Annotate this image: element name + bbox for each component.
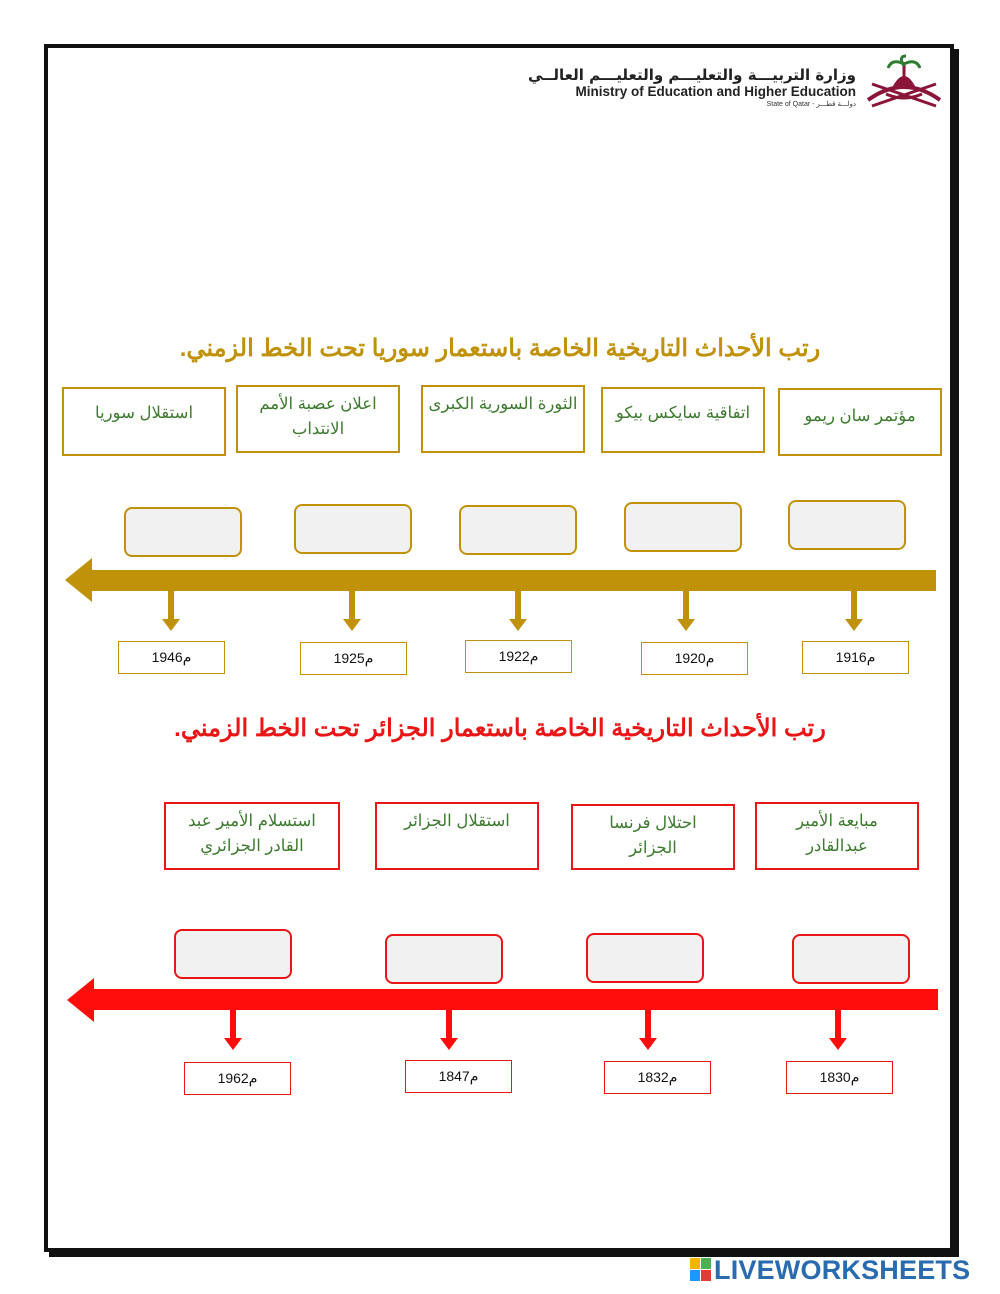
syria-year-label: 1946م: [118, 641, 225, 674]
syria-year-label: 1922م: [465, 640, 572, 673]
syria-timeline-arrow: [0, 555, 1000, 645]
syria-event-card[interactable]: اتفاقية سايكس بيكو: [601, 387, 765, 453]
algeria-year-label: 1832م: [604, 1061, 711, 1094]
algeria-event-card[interactable]: احتلال فرنسا الجزائر: [571, 804, 735, 870]
ministry-name-arabic: وزارة التربيـــة والتعليـــم والتعليـــم العالــي: [527, 66, 856, 84]
syria-drop-slot[interactable]: [124, 507, 242, 557]
ministry-name-english: Ministry of Education and Higher Education: [575, 84, 856, 99]
syria-drop-slot[interactable]: [459, 505, 577, 555]
syria-event-card[interactable]: اعلان عصبة الأمم الانتداب: [236, 385, 400, 453]
algeria-year-label: 1847م: [405, 1060, 512, 1093]
syria-event-card[interactable]: الثورة السورية الكبرى: [421, 385, 585, 453]
syria-event-card[interactable]: استقلال سوريا: [62, 387, 226, 456]
algeria-event-card[interactable]: استسلام الأمير عبد القادر الجزائري: [164, 802, 340, 870]
syria-drop-slot[interactable]: [624, 502, 742, 552]
algeria-drop-slot[interactable]: [174, 929, 292, 979]
syria-drop-slot[interactable]: [788, 500, 906, 550]
algeria-section-title: رتب الأحداث التاريخية الخاصة باستعمار الجزائر تحت الخط الزمني.: [174, 715, 826, 742]
state-label: State of Qatar - دولـــة قطـــر: [766, 101, 856, 108]
syria-year-label: 1925م: [300, 642, 407, 675]
liveworksheets-logo-icon: [690, 1258, 712, 1282]
syria-event-card[interactable]: مؤتمر سان ريمو: [778, 388, 942, 456]
watermark-text: LIVEWORKSHEETS: [714, 1255, 971, 1285]
algeria-event-card[interactable]: مبايعة الأمير عبدالقادر: [755, 802, 919, 870]
syria-year-label: 1916م: [802, 641, 909, 674]
algeria-timeline-arrow: [0, 975, 1000, 1065]
algeria-event-card[interactable]: استقلال الجزائر: [375, 802, 539, 870]
syria-drop-slot[interactable]: [294, 504, 412, 554]
algeria-year-label: 1962م: [184, 1062, 291, 1095]
algeria-year-label: 1830م: [786, 1061, 893, 1094]
syria-year-label: 1920م: [641, 642, 748, 675]
qatar-emblem-icon: [862, 54, 946, 110]
syria-section-title: رتب الأحداث التاريخية الخاصة باستعمار سوريا تحت الخط الزمني.: [179, 335, 821, 362]
